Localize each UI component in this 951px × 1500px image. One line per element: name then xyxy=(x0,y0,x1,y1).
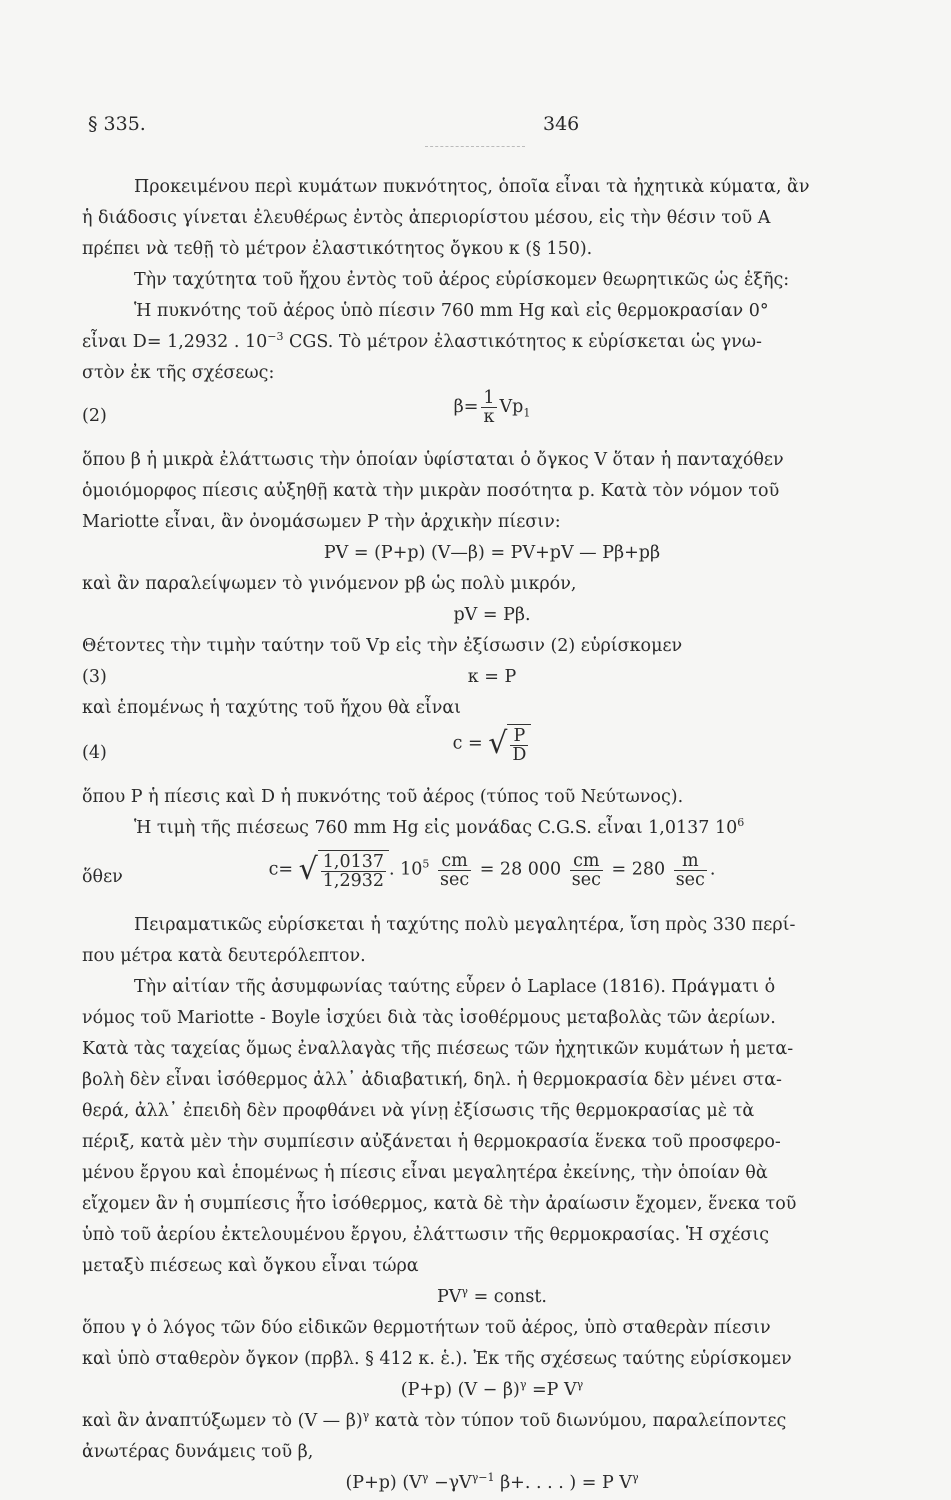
text-line: πέριξ, κατὰ μὲν τὴν συμπίεσιν αὐξάνεται ἡ θερμοκρασία ἕνεκα τοῦ προσφερο- xyxy=(82,1132,781,1152)
fraction xyxy=(510,727,528,764)
exponent: 6 xyxy=(737,816,745,830)
fraction-numerator: 1 xyxy=(483,388,495,408)
radical-sign: √ xyxy=(298,852,318,887)
equation-body xyxy=(82,1375,902,1406)
adiabatic-equation xyxy=(82,1282,902,1313)
unit-fraction xyxy=(570,852,603,889)
text-line: πρέπει νὰ τεθῇ τὸ μέτρον ἐλαστικότητος ὄγκου κ (§ 150). xyxy=(82,239,593,259)
equation-body xyxy=(82,389,902,426)
radical-sign: √ xyxy=(488,726,508,761)
text-line: που μέτρα κατὰ δευτερόλεπτον. xyxy=(82,946,366,966)
exponent: γ xyxy=(362,1409,370,1423)
equation-number: (3) xyxy=(82,667,107,687)
equation-body xyxy=(82,850,902,890)
equation-body: PV = (P+p) (V—β) = PV+pV — Pβ+pβ xyxy=(323,543,661,563)
text-line xyxy=(82,1406,902,1437)
exponent: γ xyxy=(421,1471,429,1485)
text-fragment: CGS. Τὸ μέτρον ἐλαστικότητος κ εὑρίσκεται ὡς γνω- xyxy=(283,332,762,352)
equation-number: (4) xyxy=(82,743,107,763)
exponent: γ xyxy=(519,1378,527,1392)
expansion-equation-2 xyxy=(82,1468,902,1499)
text-line: Θέτοντες τὴν τιμὴν ταύτην τοῦ Vp εἰς τὴν ἐξίσωσιν (2) εὑρίσκομεν xyxy=(82,636,683,656)
eq-rhs: Vp xyxy=(499,397,524,417)
unit-fraction xyxy=(438,852,471,889)
eq-part: β+. . . . ) = P V xyxy=(494,1473,632,1493)
page-header xyxy=(88,113,868,143)
text-line: θερά, ἀλλ᾽ ἐπειδὴ δὲν προφθάνει νὰ γίνῃ ἐξίσωσις τῆς θερμοκρασίας μὲ τὰ xyxy=(82,1101,755,1121)
exponent: γ xyxy=(631,1471,639,1485)
text-fragment: εἶναι D= 1,2932 . 10 xyxy=(82,332,268,352)
text-line: καὶ ἂν παραλείψωμεν τὸ γινόμενον pβ ὡς πολὺ μικρόν, xyxy=(82,574,577,594)
equation-body: pV = Pβ. xyxy=(453,605,531,625)
exponent: 5 xyxy=(422,857,430,871)
exponent: γ xyxy=(576,1378,584,1392)
expansion-equation-1 xyxy=(82,1375,902,1406)
text-line: Ἡ πυκνότης τοῦ ἀέρος ὑπὸ πίεσιν 760 mm Hg καὶ εἰς θερμοκρασίαν 0° xyxy=(134,301,769,321)
unit-fraction xyxy=(674,852,707,889)
pv-equation xyxy=(82,600,902,631)
fraction xyxy=(321,853,386,890)
page-body xyxy=(82,172,902,1499)
fraction-denominator: κ xyxy=(483,407,495,427)
unit-denominator: sec xyxy=(571,869,601,890)
fraction xyxy=(481,389,496,426)
text-line: μεταξὺ πιέσεως καὶ ὄγκου εἶναι τώρα xyxy=(82,1256,419,1276)
eq-lhs: c= xyxy=(268,859,294,880)
text-fragment: κατὰ τὸν τύπον τοῦ διωνύμου, παραλείποντες xyxy=(369,1411,787,1431)
radicand xyxy=(318,850,389,890)
unit-numerator: cm xyxy=(438,852,471,871)
text-line: Τὴν ταχύτητα τοῦ ἤχου ἐντὸς τοῦ ἀέρος εὑρίσκομεν θεωρητικῶς ὡς ἑξῆς: xyxy=(134,270,790,290)
result-value: = 28 000 xyxy=(479,859,562,880)
text-fragment: καὶ ἂν ἀναπτύξωμεν τὸ (V — β) xyxy=(82,1411,363,1431)
fraction-denominator: 1,2932 xyxy=(322,871,384,891)
text-line: ὅπου β ἡ μικρὰ ἐλάττωσις τὴν ὁποίαν ὑφίσταται ὁ ὄγκος V ὅταν ἡ πανταχόθεν xyxy=(82,450,784,470)
unit-denominator: sec xyxy=(439,869,470,890)
subscript: 1 xyxy=(523,406,531,420)
fraction-numerator: P xyxy=(510,727,528,746)
eq-rhs: = const. xyxy=(468,1287,547,1307)
text-line: στὸν ἐκ τῆς σχέσεως: xyxy=(82,363,275,383)
eq-lhs: c = xyxy=(452,733,483,754)
fraction-denominator: D xyxy=(512,745,527,765)
equation-2 xyxy=(82,389,902,445)
text-line: ἀνωτέρας δυνάμεις τοῦ β, xyxy=(82,1442,314,1462)
equation-3 xyxy=(82,662,902,693)
header-divider xyxy=(425,146,525,147)
radicand xyxy=(507,724,531,764)
text-line xyxy=(82,813,902,844)
text-line: ὁμοιόμορφος πίεσις αὐξηθῇ κατὰ τὴν μικρὰν ποσότητα p. Κατὰ τὸν νόμον τοῦ xyxy=(82,481,780,501)
equation-number: (2) xyxy=(82,406,107,426)
eq-part: =P V xyxy=(526,1380,577,1400)
eq-part: (P+p) (V − β) xyxy=(400,1380,520,1400)
unit-numerator: m xyxy=(674,852,707,871)
square-root xyxy=(299,850,389,890)
text-line: ὅπου P ἡ πίεσις καὶ D ἡ πυκνότης τοῦ ἀέρος (τύπος τοῦ Νεύτωνος). xyxy=(82,787,684,807)
eq-lhs: β= xyxy=(453,397,479,417)
text-line: καὶ ὑπὸ σταθερὸν ὄγκον (πρβλ. § 412 κ. ἑ.). Ἐκ τῆς σχέσεως ταύτης εὑρίσκομεν xyxy=(82,1349,792,1369)
exponent: γ xyxy=(461,1285,468,1299)
result-value: = 280 xyxy=(611,859,666,880)
unit-denominator: sec xyxy=(675,869,705,890)
text-line: Mariotte εἶναι, ἂν ὀνομάσωμεν P τὴν ἀρχικὴν πίεσιν: xyxy=(82,512,561,532)
text-line: καὶ ἑπομένως ἡ ταχύτης τοῦ ἤχου θὰ εἶναι xyxy=(82,698,462,718)
text-fragment: Ἡ τιμὴ τῆς πιέσεως 760 mm Hg εἰς μονάδας C.G.S. εἶναι 1,0137 10 xyxy=(134,818,738,838)
speed-computation xyxy=(82,844,902,910)
text-line: νόμος τοῦ Mariotte - Boyle ἰσχύει διὰ τὰς ἰσοθέρμους μεταβολὰς τῶν ἀερίων. xyxy=(82,1008,776,1028)
exponent: −3 xyxy=(267,330,284,344)
text-line: Τὴν αἰτίαν τῆς ἀσυμφωνίας ταύτης εὗρεν ὁ Laplace (1816). Πράγματι ὁ xyxy=(134,977,776,997)
text-line: εἴχομεν ἂν ἡ συμπίεσις ἦτο ἰσόθερμος, κατὰ δὲ τὴν ἀραίωσιν ἔχομεν, ἕνεκα τοῦ xyxy=(82,1194,797,1214)
text-line: ὑπὸ τοῦ ἀερίου ἐκτελουμένου ἔργου, ἐλάττωσιν τῆς θερμοκρασίας. Ἡ σχέσις xyxy=(82,1225,770,1245)
exponent: γ−1 xyxy=(471,1471,495,1485)
text-line: βολὴ δὲν εἶναι ἰσόθερμος ἀλλ᾽ ἀδιαβατική, δηλ. ἡ θερμοκρασία δὲν μένει στα- xyxy=(82,1070,782,1090)
fraction-numerator: 1,0137 xyxy=(322,852,384,872)
period: . xyxy=(709,859,716,880)
eq-lhs: PV xyxy=(437,1287,462,1307)
eq-part: (P+p) (V xyxy=(345,1473,422,1493)
square-root xyxy=(488,724,531,764)
multiplier: . 10 xyxy=(389,859,423,880)
equation-body xyxy=(82,1282,902,1313)
text-line xyxy=(82,327,902,358)
equation-4 xyxy=(82,724,902,782)
section-number: § 335. xyxy=(88,113,146,135)
eq-part: −γV xyxy=(428,1473,472,1493)
equation-body: κ = P xyxy=(467,667,517,687)
text-line: ὅπου γ ὁ λόγος τῶν δύο εἰδικῶν θερμοτήτων τοῦ ἀέρος, ὑπὸ σταθερὰν πίεσιν xyxy=(82,1318,771,1338)
text-line: Προκειμένου περὶ κυμάτων πυκνότητος, ὁποῖα εἶναι τὰ ἠχητικὰ κύματα, ἂν xyxy=(134,177,810,197)
page-number: 346 xyxy=(543,113,580,135)
equation-body xyxy=(82,724,902,764)
unit-numerator: cm xyxy=(570,852,603,871)
text-line: ἡ διάδοσις γίνεται ἐλευθέρως ἐντὸς ἀπεριορίστου μέσου, εἰς τὴν θέσιν τοῦ A xyxy=(82,208,771,228)
text-line: Πειραματικῶς εὑρίσκεται ἡ ταχύτης πολὺ μεγαλητέρα, ἴση πρὸς 330 περί- xyxy=(134,915,796,935)
mariotte-equation xyxy=(82,538,902,569)
text-line: μένου ἔργου καὶ ἑπομένως ἡ πίεσις εἶναι μεγαλητέρα ἐκείνης, τὴν ὁποίαν θὰ xyxy=(82,1163,768,1183)
oten-label: ὅθεν xyxy=(82,867,123,887)
equation-body xyxy=(82,1468,902,1499)
text-line: Κατὰ τὰς ταχείας ὅμως ἐναλλαγὰς τῆς πιέσεως τῶν ἠχητικῶν κυμάτων ἡ μετα- xyxy=(82,1039,794,1059)
